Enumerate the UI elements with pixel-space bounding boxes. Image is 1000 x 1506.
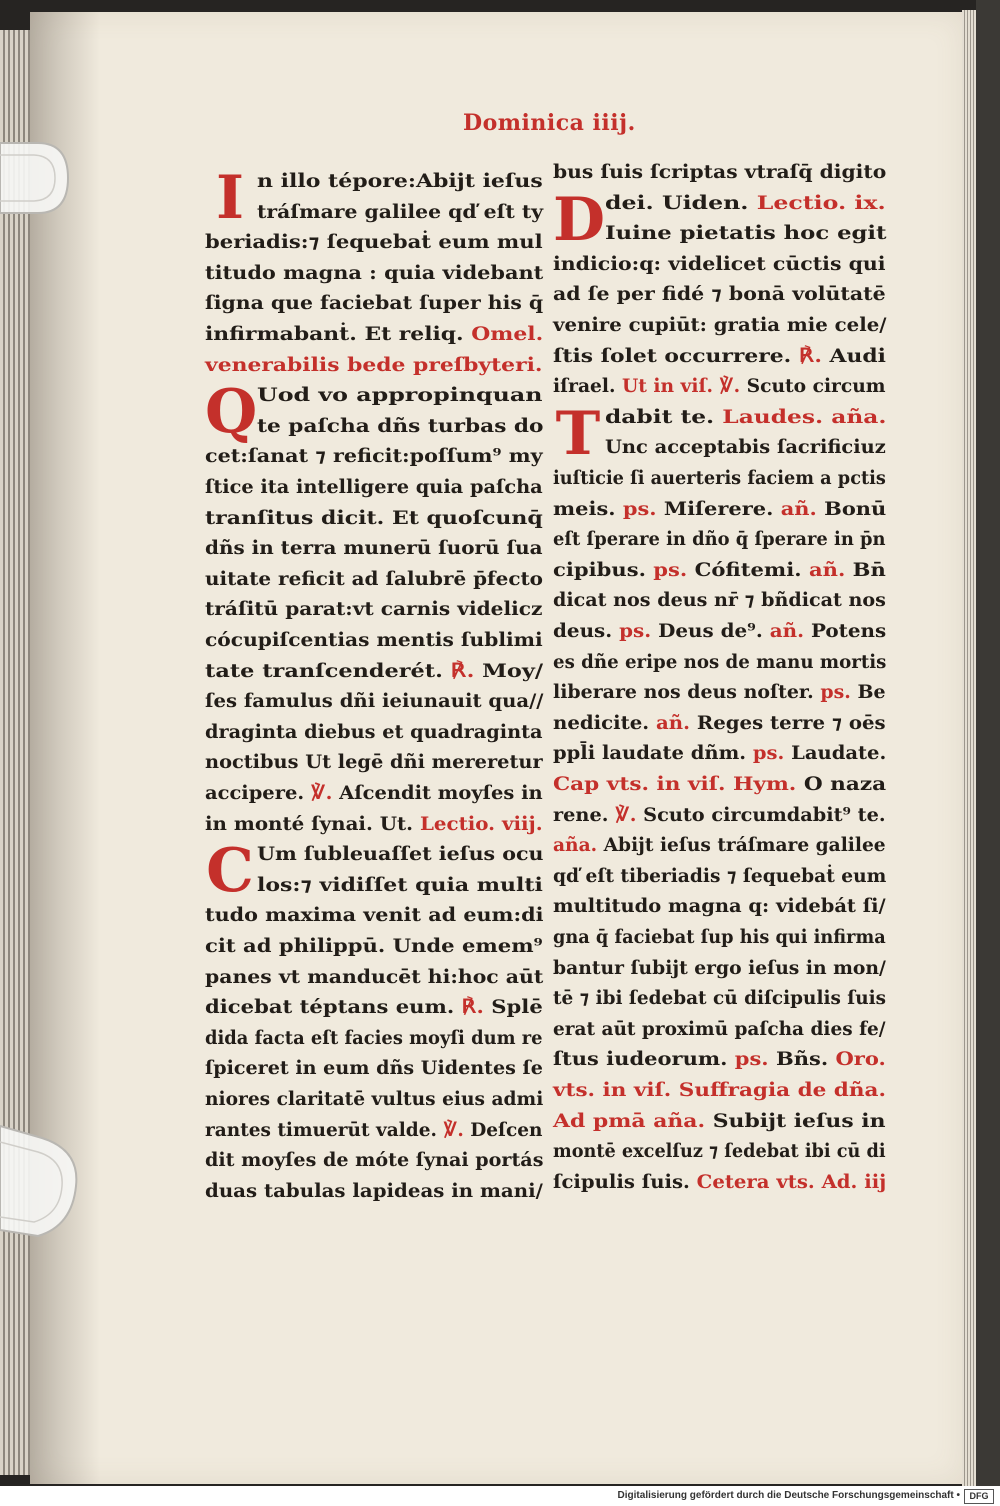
text-line [553, 830, 886, 861]
rubric-text: ℣. [615, 803, 637, 826]
rubric-text: Cetera vts. Ad. iij [696, 1170, 887, 1193]
drop-initial: D [553, 184, 606, 255]
text-line [553, 1136, 886, 1167]
text-line [553, 708, 886, 739]
text-line [205, 227, 543, 258]
rubric-text: ps. [752, 742, 785, 765]
text-line [553, 371, 886, 402]
rubric-text: Lectio. viij. [419, 812, 543, 835]
text-line [553, 983, 886, 1014]
text-line [205, 900, 543, 931]
text-line [205, 747, 543, 778]
body-text: dicebat téptans eum. [205, 996, 462, 1019]
text-line [205, 778, 543, 809]
body-text: Deſcen [463, 1118, 543, 1141]
body-text: erat aūt proximū paſcha dies fe/ [553, 1017, 886, 1040]
text-line [605, 432, 886, 463]
body-text: Iuine pietatis hoc egit [605, 222, 887, 245]
body-text: deus. [553, 620, 620, 642]
text-line [553, 922, 886, 953]
body-text: bus ſuis ſcriptas vtraſq̄ digito [553, 161, 887, 183]
body-text: uitate reficit ad ſalubrē p̄fecto [205, 567, 543, 590]
text-line [553, 279, 886, 310]
rubric-text: Ut in viſ. ℣. [622, 375, 741, 398]
body-text: rene. [553, 803, 616, 826]
body-text: cit ad philippū. Unde emem⁹ [205, 935, 543, 957]
clip-top [0, 143, 68, 213]
body-text: qď eſt tiberiadis ⁊ ſequebaṫ eum [553, 864, 887, 887]
body-text: nedicite. [553, 711, 657, 734]
text-line [205, 1053, 543, 1084]
text-line [205, 717, 543, 748]
text-line [553, 616, 886, 647]
text-line [257, 166, 543, 197]
body-text: venire cupiūt: gratia mie cele/ [553, 314, 887, 336]
text-line [553, 1075, 886, 1106]
body-text: Aſcendit moyſes in [332, 782, 543, 804]
rubric-text: vts. in viſ. Suffragia de dña. [553, 1079, 886, 1101]
text-line [553, 1106, 886, 1137]
body-text: dei. Uiden. [605, 191, 757, 214]
text-line [553, 769, 886, 800]
drop-initial: Q [205, 377, 258, 448]
text-line [205, 809, 543, 840]
body-text: beriadis:⁊ ſequebaṫ eum mul [205, 231, 543, 254]
body-text: ſpiceret in eum dñs Uidentes ſe [205, 1057, 543, 1080]
text-line [553, 738, 886, 769]
body-text: Miſerere. [656, 497, 781, 520]
text-line [553, 891, 886, 922]
text-line [257, 870, 543, 901]
body-text: ſtice ita intelligere quia paſcha [205, 476, 543, 498]
text-line [605, 402, 886, 433]
rubric-text: ℣. [443, 1118, 464, 1141]
text-line [205, 1084, 543, 1115]
rubric-text: ps. [619, 620, 652, 642]
text-line [553, 341, 886, 372]
text-line [553, 1014, 886, 1045]
body-text: Reges terre ⁊ oēs [689, 711, 886, 734]
rubric-text: ℣. [310, 782, 333, 804]
body-text: cet:ſanat ⁊ reficit:poſſum⁹ my [205, 445, 543, 468]
rubric-text: Oro. [835, 1048, 886, 1071]
text-line [605, 218, 886, 249]
text-line [205, 1145, 543, 1176]
text-line [205, 625, 543, 656]
text-line [257, 197, 543, 228]
drop-initial: T [555, 398, 601, 469]
text-line [205, 1115, 543, 1146]
rubric-text: ps. [622, 497, 657, 520]
text-line [205, 686, 543, 717]
footer-credit: Digitalisierung gefördert durch die Deutsche Forschungsgemeinschaft • [617, 1490, 960, 1501]
text-line [205, 1023, 543, 1054]
body-text: ſtus iudeorum. [553, 1048, 735, 1071]
text-column-right [553, 157, 886, 1202]
dfg-logo: DFG [964, 1489, 994, 1504]
text-line [553, 157, 886, 188]
text-line [257, 380, 543, 411]
body-text: rantes timuerūt valde. [205, 1118, 444, 1141]
rubric-text: Lectio. ix. [756, 191, 886, 214]
text-line [553, 677, 886, 708]
page-stack-right [962, 10, 976, 1486]
body-text: tudo maxima venit ad eum:di [205, 904, 544, 927]
text-line [553, 1167, 886, 1198]
running-head: Dominica iiij. [463, 110, 636, 136]
body-text: Unc acceptabis ſacrificiuz [605, 436, 886, 459]
rubric-text: ℟. [798, 344, 822, 367]
rubric-text: venerabilis bede preſbyteri. [205, 353, 543, 376]
text-line [205, 441, 543, 472]
body-text: Scuto circumdabit⁹ te. [636, 803, 886, 826]
rubric-text: Cap vts. in viſ. Hym. [553, 773, 797, 795]
body-text: te paſcha dñs turbas do [257, 414, 544, 437]
body-text: Abijt ieſus tráſmare galilee [597, 834, 886, 857]
body-text: iſrael. [553, 375, 623, 398]
rubric-text: Ad pmā aña. [553, 1109, 706, 1132]
body-text: dit moyſes de móte ſynai portás [205, 1149, 544, 1172]
background-edge [976, 0, 1000, 1486]
text-line [205, 931, 543, 962]
body-text: tráſitū parat:vt carnis videlicz [205, 598, 543, 621]
text-line [205, 288, 543, 319]
rubric-text: ℟. [461, 996, 484, 1019]
rubric-text: añ. [808, 558, 846, 581]
body-text: Potens [804, 620, 887, 642]
text-line [553, 861, 886, 892]
body-text: Subijt ieſus in [705, 1109, 886, 1132]
rubric-text: ps. [820, 681, 851, 704]
body-text: dñs in terra munerū ſuorū ſua [205, 537, 543, 560]
body-text: ſtis ſolet occurrere. [553, 344, 799, 367]
text-line [205, 533, 543, 564]
body-text: dabit te. [605, 405, 723, 428]
body-text: accipere. [205, 782, 311, 804]
text-line [205, 564, 543, 595]
body-text: tranſitus dicit. Et quoſcunq̄ [205, 506, 543, 529]
drop-initial: C [206, 836, 254, 907]
text-line [205, 503, 543, 534]
body-text: tráſmare galilee qď eſt ty [257, 200, 544, 223]
rubric-text: añ. [769, 620, 805, 642]
rubric-text: Omel. [471, 323, 544, 345]
text-column-left [205, 163, 544, 1211]
text-line [205, 1176, 543, 1207]
body-text: infirmabanṫ. Et reliq. [205, 323, 472, 345]
text-line [553, 800, 886, 831]
rubric-text: ps. [734, 1048, 769, 1071]
text-line [553, 524, 886, 555]
body-text: Um ſubleuaſſet ieſus ocu [257, 843, 544, 866]
text-line [553, 647, 886, 678]
rubric-text: aña. [553, 834, 598, 857]
body-text: Bonū [816, 497, 887, 520]
rubric-text: Laudes. aña. [722, 405, 887, 428]
text-line [205, 656, 543, 687]
text-line [205, 962, 543, 993]
body-text: tē ⁊ ibi ſedebat cū diſcipulis ſuis [553, 987, 887, 1010]
body-text: montē excelſuz ⁊ ſedebat ibi cū di [553, 1140, 886, 1163]
body-text: es dñe eripe nos de manu mortis [553, 650, 887, 673]
text-line [257, 411, 543, 442]
text-line [205, 594, 543, 625]
body-text: ad ſe per fidé ⁊ bonā volūtatē [553, 283, 886, 306]
body-text: ppl̄i laudate dñm. [553, 742, 753, 765]
body-text: n illo tépore:Abijt ieſus [257, 170, 543, 192]
body-text: noctibus Ut legē dñi mereretur [205, 751, 543, 774]
text-line [553, 585, 886, 616]
body-text: indicio:q: videlicet cūctis qui [553, 252, 886, 275]
text-line [553, 494, 886, 525]
rubric-text: ℟. [450, 659, 475, 682]
text-line [605, 188, 886, 219]
body-text: bantur ſubijt ergo ieſus in mon/ [553, 956, 886, 979]
body-text: panes vt manducēt hi:hoc aūt [205, 965, 544, 988]
body-text: niores claritatē vultus eius admi [205, 1088, 544, 1110]
text-line [257, 839, 543, 870]
text-line [553, 249, 886, 280]
body-text: O naza [796, 773, 887, 795]
rubric-text: ps. [653, 558, 688, 581]
text-line [553, 310, 886, 341]
body-text: dida facta eſt facies moyſi dum re [205, 1026, 543, 1049]
body-text: Be [850, 681, 886, 704]
drop-initial: I [215, 163, 245, 233]
clip-bottom [0, 1126, 76, 1236]
body-text: Bñs. [768, 1048, 836, 1071]
body-text: meis. [553, 497, 623, 520]
text-line [553, 463, 886, 494]
body-text: Cófitemi. [687, 558, 809, 581]
text-line [205, 258, 543, 289]
text-line [553, 1044, 886, 1075]
body-text: Scuto circum [740, 375, 886, 398]
body-text: Deus de⁹. [651, 620, 770, 642]
body-text: cipibus. [553, 558, 654, 581]
body-text: ſigna que faciebat ſuper his q̄ [205, 292, 544, 315]
text-line [553, 953, 886, 984]
body-text: ſcipulis ſuis. [553, 1170, 697, 1193]
body-text: cócupiſcentias mentis ſublimi [205, 629, 543, 651]
body-text: draginta diebus et quadraginta [205, 720, 543, 743]
body-text: tate tranſcenderét. [205, 659, 451, 682]
body-text: Laudate. [784, 742, 887, 765]
body-text: dicat nos deus nr̄ ⁊ bñdicat nos [553, 589, 886, 612]
text-line [205, 472, 543, 503]
body-text: liberare nos deus noſter. [553, 681, 821, 704]
body-text: ſes famulus dñi ieiunauit qua// [205, 690, 544, 713]
rubric-text: añ. [780, 497, 817, 520]
rubric-text: añ. [656, 711, 690, 734]
body-text: in monté ſynai. Ut. [205, 812, 420, 835]
body-text: multitudo magna q: videbát ſi/ [553, 895, 886, 918]
page-clips [0, 0, 100, 1506]
text-line [205, 350, 543, 381]
body-text: eſt ſperare in dño q̄ ſperare in p̄n [553, 528, 886, 551]
text-line [553, 555, 886, 586]
body-text: titudo magna : quia videbant [205, 261, 544, 284]
body-text: Moy/ [474, 659, 544, 682]
body-text: gna q̄ faciebat ſup his qui infirma [553, 926, 886, 948]
body-text: Audi [821, 344, 886, 367]
body-text: iuſticie ſi auerteris faciem a pctis [553, 467, 886, 489]
body-text: duas tabulas lapideas in mani/ [205, 1179, 543, 1202]
body-text: Splē [483, 996, 543, 1019]
text-line [205, 319, 543, 350]
body-text: Uod vo appropinquan [257, 384, 543, 407]
digitization-footer [0, 1486, 1000, 1506]
text-line [205, 992, 543, 1023]
body-text: Bn̄ [845, 558, 886, 581]
body-text: los:⁊ vidiſſet quia multi [257, 873, 543, 896]
